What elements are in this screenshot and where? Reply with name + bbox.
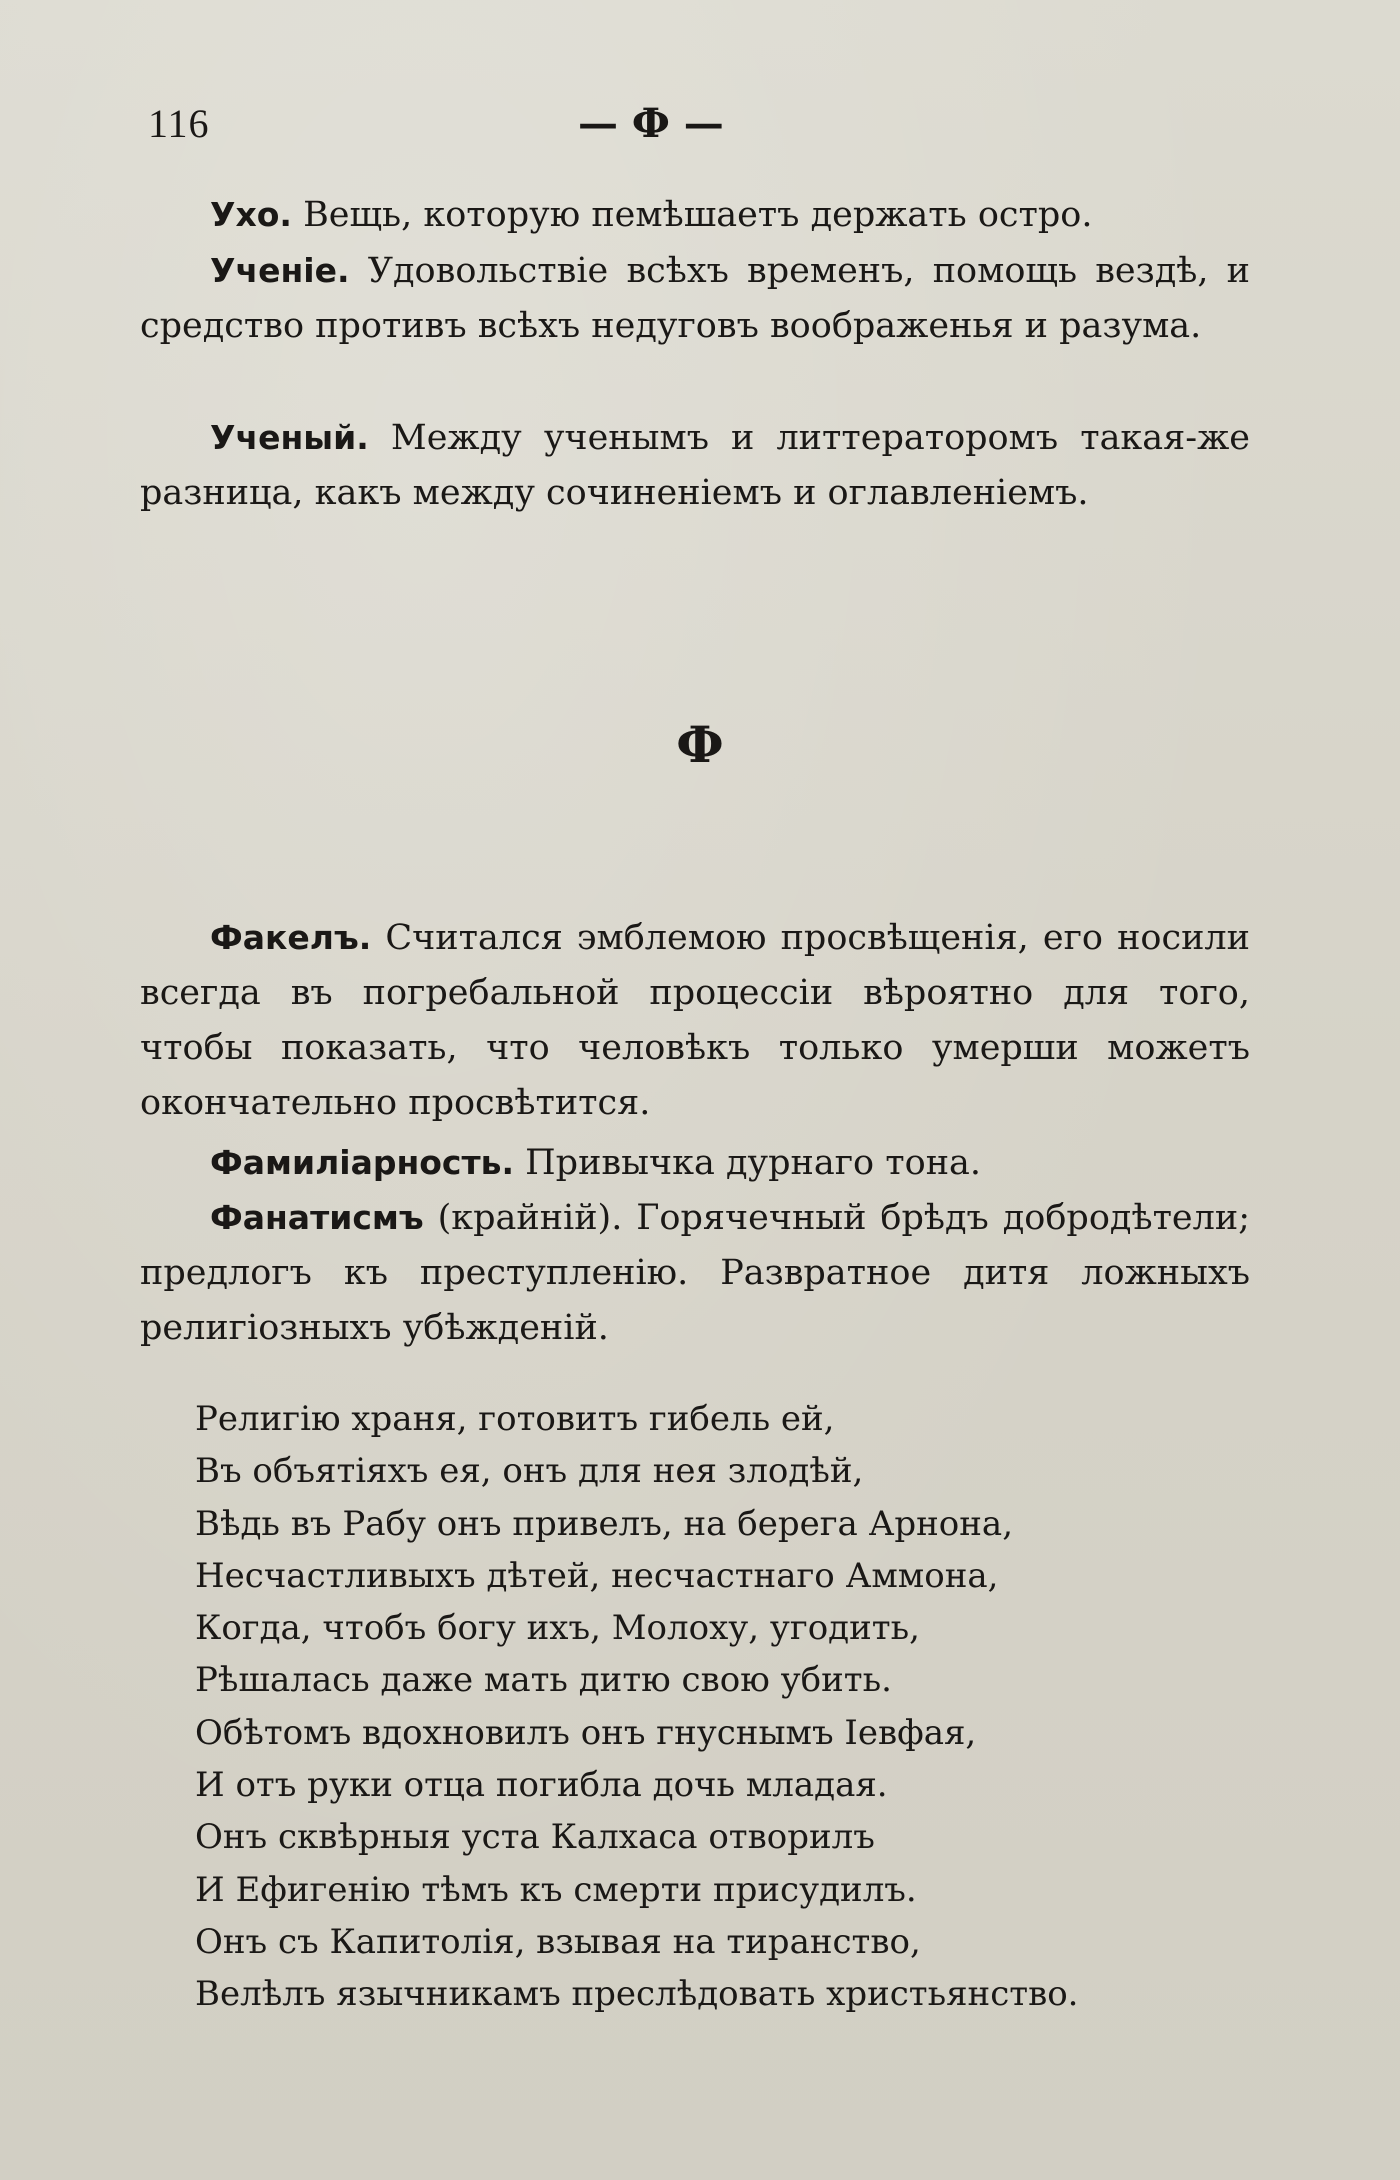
poem-line: Велѣлъ язычникамъ преслѣдовать христьянство. bbox=[195, 1974, 1079, 2015]
entry-text: Считался эмблемою просвѣщенія, его носили всегда въ погребальной процессіи вѣроятно для того, чтобы показать, что человѣкъ только умерши можетъ окончательно просвѣтится. bbox=[140, 918, 1250, 1123]
poem-line: Религію храня, готовитъ гибель ей, bbox=[195, 1399, 835, 1439]
entry-text: (крайній). Горячечный брѣдъ добродѣтели; предлогъ къ преступленію. Развратное дитя ложныхъ религіозныхъ убѣжденій. bbox=[140, 1198, 1250, 1348]
entry-familiarnost bbox=[140, 1135, 1250, 1191]
entry-uchenyi bbox=[140, 410, 1250, 521]
entry-text: Вещь, которую пемѣшаетъ держать остро. bbox=[291, 195, 1093, 235]
entry-text: Между ученымъ и литтераторомъ такая-же разница, какъ между сочиненіемъ и оглавленіемъ. bbox=[140, 418, 1250, 513]
poem-line: Въ объятіяхъ ея, онъ для нея злодѣй, bbox=[195, 1451, 864, 1492]
poem-line: Вѣдь въ Рабу онъ привелъ, на берега Арнона, bbox=[195, 1503, 1014, 1544]
running-head: — Ф — bbox=[578, 100, 724, 147]
entry-text: Удовольствіе всѣхъ временъ, помощь вездѣ, и средство противъ всѣхъ недуговъ воображенья и разума. bbox=[140, 251, 1250, 346]
entry-uchenie bbox=[140, 243, 1250, 354]
entry-term: Ухо. bbox=[210, 195, 292, 234]
entry-term: Ученый. bbox=[210, 418, 369, 457]
poem-line: Обѣтомъ вдохновилъ онъ гнуснымъ Іевфая, bbox=[195, 1712, 977, 1753]
page-header bbox=[148, 100, 1220, 150]
poem-line: Онъ сквѣрныя уста Калхаса отворилъ bbox=[195, 1817, 875, 1858]
entry-fanatism bbox=[140, 1190, 1250, 1356]
poem-line: Когда, чтобъ богу ихъ, Молоху, угодить, bbox=[195, 1608, 920, 1649]
entry-text: Привычка дурнаго тона. bbox=[514, 1143, 982, 1183]
poem-line: Несчастливыхъ дѣтей, несчастнаго Аммона, bbox=[195, 1555, 999, 1596]
poem bbox=[195, 1393, 1079, 2021]
entry-ukho bbox=[140, 187, 1250, 243]
section-letter: Ф bbox=[676, 715, 724, 774]
poem-line: Рѣшалась даже мать дитю свою убить. bbox=[195, 1660, 892, 1701]
poem-line: Онъ съ Капитолія, взывая на тиранство, bbox=[195, 1921, 921, 1962]
poem-line: И Ефигенію тѣмъ къ смерти присудилъ. bbox=[195, 1869, 917, 1910]
entry-term: Ученіе. bbox=[210, 251, 350, 290]
page-number: 116 bbox=[148, 101, 210, 146]
poem-line: И отъ руки отца погибла дочь младая. bbox=[195, 1765, 888, 1806]
entry-term: Фанатисмъ bbox=[210, 1198, 424, 1237]
entry-fakel bbox=[140, 910, 1250, 1131]
entry-term: Фамиліарность. bbox=[210, 1143, 515, 1182]
entry-term: Факелъ. bbox=[210, 918, 372, 957]
